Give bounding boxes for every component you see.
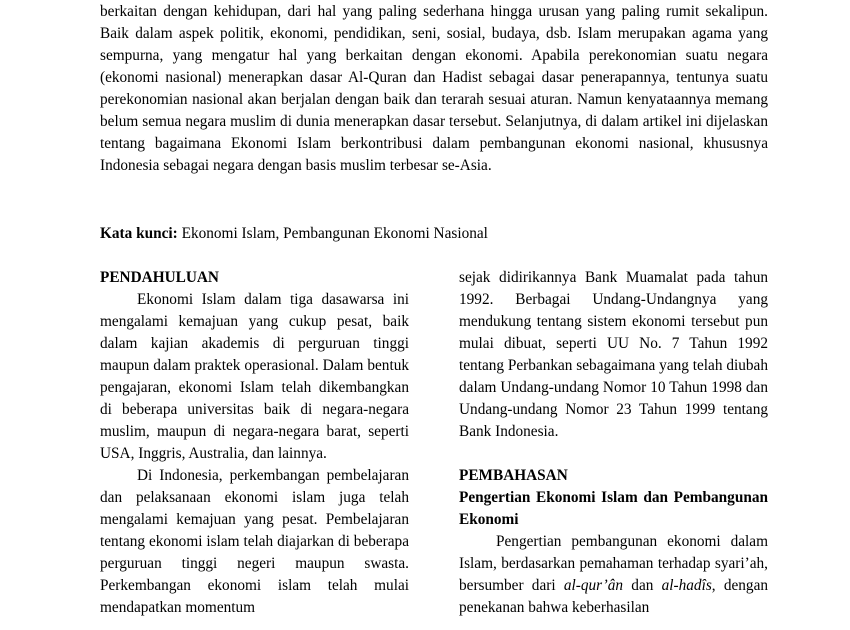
continuation-paragraph: sejak didirikannya Bank Muamalat pada tahun 1992. Berbagai Undang-Undangnya yang mendukung tentang sistem ekonomi tersebut pun mulai dibuat, seperti UU No. 7 Tahun 1992 tentang Perbankan sebagaimana yang telah diubah dalam Undang-undang Nomor 10 Tahun 1998 dan Undang-undang Nomor 23 Tahun 1999 tentang Bank Indonesia. xyxy=(459,269,768,440)
definition-text-end: , dengan penekanan bahwa keberhasilan xyxy=(459,577,769,616)
abstract-text: berkaitan dengan kehidupan, dari hal yang paling sederhana hingga urusan yang paling rumit sekalipun. Baik dalam aspek politik, ekonomi, pendidikan, seni, sosial, budaya, dsb. Islam merupakan agama yang sempurna, yang mengatur hal yang berkaitan dengan ekonomi. Apabila perekonomian suatu negara (ekonomi nasional) menerapkan dasar Al-Quran dan Hadist sebagai dasar penerapannya, tentunya suatu perekonomian nasional akan berjalan dengan baik dan terarah sesuai aturan. Namun kenyataannya memang belum semua negara muslim di dunia menerapkan dasar tersebut. Selanjutnya, di dalam artikel ini dijelaskan tentang bagaimana Ekonomi Islam berkontribusi dalam pembangunan ekonomi nasional, khususnya Indonesia sebagai negara dengan basis muslim terbesar se-Asia. xyxy=(100,3,768,174)
right-column xyxy=(459,267,768,619)
left-column xyxy=(100,267,409,619)
term-alhadis: al-hadîs xyxy=(661,577,712,594)
definition-text-and: dan xyxy=(631,577,654,594)
term-alquran: al-qur’ân xyxy=(563,577,624,594)
definition-paragraph xyxy=(459,531,768,619)
intro-paragraph-1: Ekonomi Islam dalam tiga dasawarsa ini mengalami kemajuan yang cukup pesat, baik dalam kajian akademis di perguruan tinggi maupun dalam praktek operasional. Dalam bentuk pengajaran, ekonomi Islam telah dikembangkan di beberapa universitas baik di negara-negara muslim, maupun di negara-negara barat, seperti USA, Inggris, Australia, dan lainnya. xyxy=(100,291,409,462)
keywords-line xyxy=(100,223,768,245)
section-heading-pembahasan: PEMBAHASAN xyxy=(459,467,568,484)
section-heading-pendahuluan: PENDAHULUAN xyxy=(100,269,219,286)
subsection-heading: Pengertian Ekonomi Islam dan Pembangunan Ekonomi xyxy=(459,489,768,528)
definition-text-start: Pengertian pembangunan ekonomi dalam Islam, berdasarkan pemahaman terhadap syari’ah, bersumber dari xyxy=(459,533,768,594)
keywords-value: Ekonomi Islam, Pembangunan Ekonomi Nasional xyxy=(181,225,488,242)
section-gap xyxy=(459,443,768,465)
intro-paragraph-2: Di Indonesia, perkembangan pembelajaran dan pelaksanaan ekonomi islam juga telah mengalami kemajuan yang pesat. Pembelajaran tentang ekonomi islam telah diajarkan di beberapa perguruan tinggi negeri maupun swasta. Perkembangan ekonomi islam telah mulai mendapatkan momentum xyxy=(100,467,409,616)
keywords-label: Kata kunci: xyxy=(100,225,178,242)
